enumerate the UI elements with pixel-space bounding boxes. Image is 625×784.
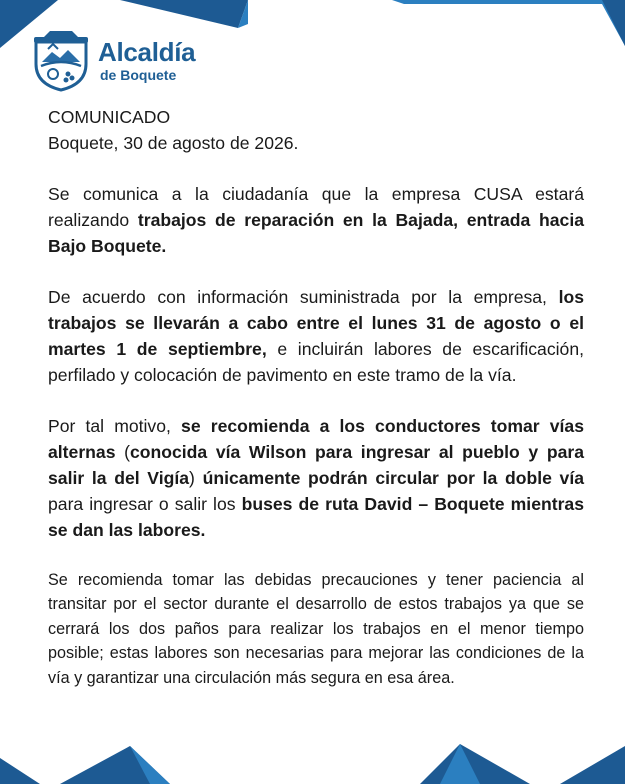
logo-title: Alcaldía — [98, 36, 196, 67]
paragraph-3 — [48, 413, 584, 543]
alcaldia-shield-logo-icon — [30, 28, 92, 92]
header-logo — [30, 28, 195, 92]
communique-body — [48, 104, 584, 690]
paragraph-3-text-e: ) — [189, 468, 203, 488]
paragraph-1 — [48, 181, 584, 259]
bottom-right-corner-decoration — [420, 740, 625, 784]
paragraph-3-text-c: ( — [115, 442, 130, 462]
paragraph-2-bold: los trabajos se llevarán a cabo entre el lunes 31 de agosto o el martes 1 de septiembre, — [48, 287, 584, 359]
bottom-left-corner-decoration — [0, 744, 170, 784]
document-heading: COMUNICADO — [48, 107, 171, 127]
paragraph-1-text: Se comunica a la ciudadanía que la empresa CUSA estará realizando — [48, 184, 584, 230]
paragraph-2-text-a: De acuerdo con información suministrada por la empresa, — [48, 287, 559, 307]
document-dateline: Boquete, 30 de agosto de 2026. — [48, 133, 299, 153]
paragraph-3-bold-d: conocida vía Wilson para ingresar al pueblo y para salir la del Vigía — [48, 442, 584, 488]
paragraph-1-bold: trabajos de reparación en la Bajada, entrada hacia Bajo Boquete. — [48, 210, 584, 256]
paragraph-3-text-g: para ingresar o salir los — [48, 494, 242, 514]
paragraph-2-text-c: e incluirán labores de escarificación, perfilado y colocación de pavimento en este tramo de la vía. — [48, 339, 584, 385]
paragraph-3-bold-f: únicamente podrán circular por la doble vía — [202, 468, 584, 488]
paragraph-4: Se recomienda tomar las debidas precauciones y tener paciencia al transitar por el sector durante el desarrollo de estos trabajos ya que se cerrará los dos paños para realizar los trabajos en el menor tiempo posible; estas labores son necesarias para mejorar las condiciones de la vía y garantizar una circulación más segura en esa área. — [48, 571, 584, 687]
logo-subtitle: de Boquete — [100, 66, 177, 83]
paragraph-3-bold-b: se recomienda a los conductores tomar vías alternas — [48, 416, 584, 462]
paragraph-3-text-a: Por tal motivo, — [48, 416, 182, 436]
top-right-corner-decoration — [392, 0, 625, 48]
paragraph-3-bold-h: buses de ruta David – Boquete mientras se dan las labores. — [48, 494, 584, 540]
paragraph-2 — [48, 284, 584, 388]
